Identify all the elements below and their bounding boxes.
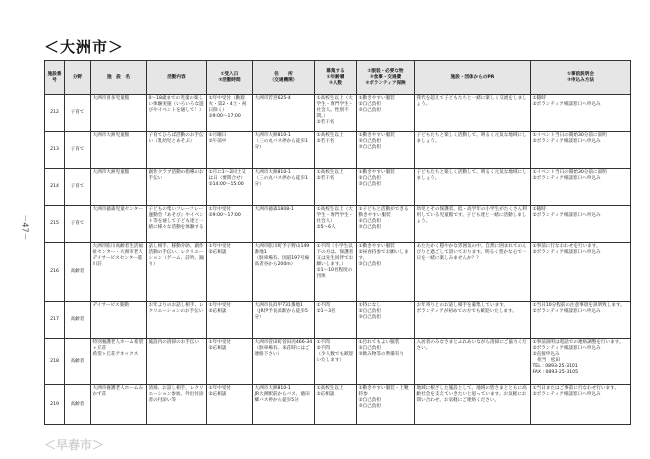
days-hours: ①年中受付 ②9:00～17:00 <box>207 206 253 243</box>
contact: ①随時 ②ボランティア相談窓口へ申込み <box>531 206 631 243</box>
activity: 創作クラブ活動の指導のお手伝い <box>147 169 207 206</box>
items: ①汚れてもよい服装 ②自己負担 ③飲み物等の準備有り <box>357 339 415 385</box>
recruitment: ①高校生以上 ②若干名 <box>315 132 357 169</box>
facility-name: デイサービス楽動 <box>91 302 147 339</box>
table-row <box>45 385 631 425</box>
field: 高齢者 <box>65 243 91 302</box>
recruitment: ①高校生以上（大学生・専門学生・社会人） ②5～6人 <box>315 206 357 243</box>
activity: 話し相手、移動介助、創作活動の手伝い、レクリエーション（ゲーム、詩吟、踊り） <box>147 243 207 302</box>
field: 子育て <box>65 132 91 169</box>
days-hours: ①年中受付（勤週火・第2・4土・祝日除く） ②9:00～17:00 <box>207 95 253 132</box>
recruitment: ①高校生以上 ②若干名 <box>315 169 357 206</box>
activity: 子育てひろば活動のお手伝い（乳幼児とあそぶ） <box>147 132 207 169</box>
facility-name: 大洲市大洲児童館 <box>91 169 147 206</box>
field: 子育て <box>65 169 91 206</box>
activity: 清掃、お話し相手、レクリエーション参加、外出付添者の付添い等 <box>147 385 207 425</box>
recruitment: ①不問（小学生以下の方は、保護者又は先生同伴でお願いします。） ②1～10名程度の団体 <box>315 243 357 302</box>
contact: ①随時 ②ボランティア相談窓口へ申込み <box>531 95 631 132</box>
contact: ①当日またはご事前に行なわせ行います。 ②ボランティア相談窓口へ申込み <box>531 385 631 425</box>
activity: 0～18歳までの児童の楽しい体験実施（いろいろな遊びやイベントを通して！） <box>147 95 207 132</box>
address: 大洲市若宮625-4 <box>253 95 315 132</box>
volunteer-facility-table <box>44 60 631 425</box>
items: ①動きやすい服装 ②昼食持参でお願いします。 ③自己負担 <box>357 243 415 302</box>
pr-text: 地域に根ざした施設として、地域の皆さまとともに高齢社会を支えていきたいと思っています。お気軽にお問い合わせ、お気軽にご連絡ください。 <box>415 385 531 425</box>
facility-name: 特別養護老人ホーム希望ヶ丘荘 希望ヶ丘荘アネックス <box>91 339 147 385</box>
table-row <box>45 169 631 206</box>
address: 大洲市大洲810-1 JR大洲駅前からバス、徳田郷バス停から徒歩5分 <box>253 385 315 425</box>
days-hours: ①月曜日 ②午前中 <box>207 132 253 169</box>
address: 大洲市肱川町予子野山149番地1 （駐車場有。国道197号線高者谷から200m） <box>253 243 315 302</box>
pr-text: お年寄りとのお話し相手を募集しています。 ボランティアが初めての方でも歓迎いたします。 <box>415 302 531 339</box>
items: ①特になし ②自己負担 ③自己負担 <box>357 302 415 339</box>
facility-number: 212 <box>45 95 65 132</box>
facility-name: 大洲市徳森児童センター <box>91 206 147 243</box>
activity: 施設内の清掃のお手伝い <box>147 339 207 385</box>
table-row <box>45 339 631 385</box>
contact: ①イベント当日の開始30分前に説明 ②ボランティア相談窓口へ申込み <box>531 169 631 206</box>
activity: お年よりのお話し相手、レクリエーションのお手伝い <box>147 302 207 339</box>
recruitment: ①不問 ②1～3名 <box>315 302 357 339</box>
pr-text: あたたかく穏やかな雰囲気の中、自然に囲まれてのんびりと過ごして頂いております。明るく豊かな心で一日を一緒に楽しみませんか？？ <box>415 243 531 302</box>
facility-number: 218 <box>45 339 65 385</box>
header-facility-number: 施設番号 <box>45 61 65 95</box>
facility-name: 大洲市養護老人ホームみかず荘 <box>91 385 147 425</box>
header-activity: 活動内容 <box>147 61 207 95</box>
items: ①動きやすい服装 ②自己負担 ③自己負担 <box>357 169 415 206</box>
address: 大洲市長浜甲731番地1 （JR伊予長浜駅から徒歩5分） <box>253 302 315 339</box>
facility-number: 217 <box>45 302 65 339</box>
facility-number: 219 <box>45 385 65 425</box>
page-title: ＜大洲市＞ <box>44 38 125 56</box>
days-hours: ①年中受付 ②応相談 <box>207 243 253 302</box>
items: ①動きやすい服装 ②自己負担 ③自己負担 <box>357 95 415 132</box>
days-hours: ①月に1～2回土又は日（要問合せ） ②14:00～15:00 <box>207 169 253 206</box>
header-address: 住 所 （交通機関） <box>253 61 315 95</box>
field: 高齢者 <box>65 385 91 425</box>
table-row <box>45 206 631 243</box>
contact: ①当日10分程前の注意事項を説明致します。 ②ボランティア相談窓口へ申込み <box>531 302 631 339</box>
facility-name: 大洲市肱川高齢者生活福祉センター・大洲市老人デイサービスセンター肱川荘 <box>91 243 147 302</box>
contact: ①イベント当日の開始30分前に説明 ②ボランティア相談窓口へ申込み <box>531 132 631 169</box>
contact: ①事前に行なおわせを行います。 ②ボランティア相談窓口へ申込み <box>531 243 631 302</box>
items: ①動きやすい服装・上靴持参 ②自己負担 ③自己負担 <box>357 385 415 425</box>
pr-text: 幼児とその保護者、低・高学年の小学生がたくさん利用している児童館です。子ども達と一緒に活動しましょう。 <box>415 206 531 243</box>
table-row <box>45 132 631 169</box>
table-header-row <box>45 61 631 95</box>
address: 大洲市大洲810-1 （三の丸バス停から徒歩1分） <box>253 132 315 169</box>
days-hours: ①年中受付 ②応相談 <box>207 302 253 339</box>
days-hours: ①年中受付 ②応相談 <box>207 385 253 425</box>
header-days-hours: ①受入日 ②活動時間 <box>207 61 253 95</box>
facility-number: 216 <box>45 243 65 302</box>
next-section-title-faint: ＜早春市＞ <box>44 438 105 452</box>
items: ①子どもと活動ができる動きやすい服装 ②自己負担 ③自己負担 <box>357 206 415 243</box>
recruitment: ①不問 ②不問 （少人数でも歓迎いたします） <box>315 339 357 385</box>
header-facility-name: 施 設 名 <box>91 61 147 95</box>
pr-text: 子どもたちと楽しく活動して、明るく元気な地域にしましょう。 <box>415 169 531 206</box>
recruitment: ①高校生以上（大学生・専門学生・社会人。性別不問。） ②若干名 <box>315 95 357 132</box>
facility-number: 213 <box>45 132 65 169</box>
field: 高齢者 <box>65 302 91 339</box>
table-row <box>45 243 631 302</box>
facility-number: 214 <box>45 169 65 206</box>
header-recruitment: 募集する ①年齢層 ②人数 <box>315 61 357 95</box>
facility-name: 大洲市喜多児童館 <box>91 95 147 132</box>
header-pr: 施設・団体からのPR <box>415 61 531 95</box>
header-contact: ①事前説明会 ②申込み方法 <box>531 61 631 95</box>
items: ①動きやすい服装 ②自己負担 ③自己負担 <box>357 132 415 169</box>
facility-number: 215 <box>45 206 65 243</box>
page-number: －47－ <box>20 214 30 241</box>
field: 子育て <box>65 95 91 132</box>
field: 子育て <box>65 206 91 243</box>
header-items: ①服装・必要な物 ②食事・交通費 ③ボランティア保険 <box>357 61 415 95</box>
facility-name: 大洲市大洲児童館 <box>91 132 147 169</box>
pr-text: 子どもたちと楽しく活動して、明るく元気な地域にしましょう。 <box>415 132 531 169</box>
address: 大洲市徳森1808-1 <box>253 206 315 243</box>
contact: ①事前説明は電話での連絡調整を行います。 ②ボランティア相談窓口へ申込み ②直接申込み 担当 松田 TEL : 0893-25-3101 FAX : 0893-25-3105 <box>531 339 631 385</box>
days-hours: ①年中受付 ②応相談 <box>207 339 253 385</box>
address: 大洲市大洲810-1 （三の丸バス停から徒歩1分） <box>253 169 315 206</box>
table-row <box>45 95 631 132</box>
activity: 子どもの集いフレーフレー運動会『あそび』やイベント等を通して子ども達と一緒に様々な活動を体験する <box>147 206 207 243</box>
address: 大洲市菅田町菅田丙466-34 （駐車場有。来荘時にはご連絡下さい） <box>253 339 315 385</box>
pr-text: 我代を超えて子どもたちと一緒に楽しく交流をしましょう。 <box>415 95 531 132</box>
header-field: 分野 <box>65 61 91 95</box>
field: 高齢者 <box>65 339 91 385</box>
table-row <box>45 302 631 339</box>
pr-text: 入居者のみなさまとふれあいながら清掃にご協力ください。 <box>415 339 531 385</box>
recruitment: ①高校生以上 ②応相談 <box>315 385 357 425</box>
